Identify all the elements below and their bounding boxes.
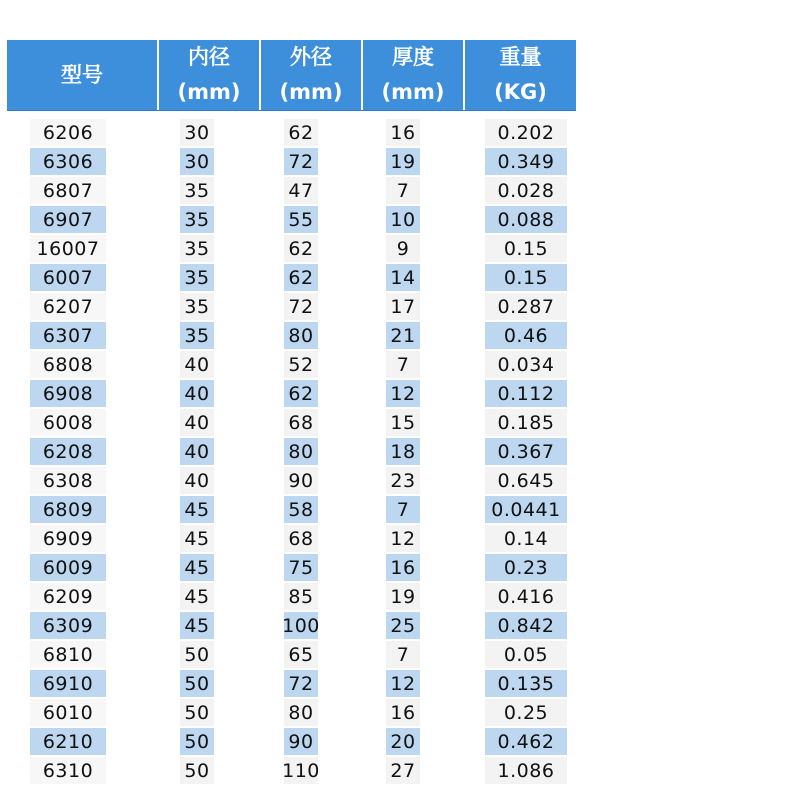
cell-outer-diameter: 62 xyxy=(284,119,318,146)
cell-inner-diameter: 50 xyxy=(180,670,214,697)
cell-thickness: 16 xyxy=(386,119,420,146)
cell-thickness: 16 xyxy=(386,554,420,581)
cell-model: 6209 xyxy=(30,583,106,610)
cell-weight: 0.25 xyxy=(485,699,567,726)
cell-outer-diameter: 52 xyxy=(284,351,318,378)
cell-model: 6309 xyxy=(30,612,106,639)
header-outer-diameter xyxy=(259,40,361,110)
cell-model: 6908 xyxy=(30,380,106,407)
cell-model: 6810 xyxy=(30,641,106,668)
header-inner-diameter-label: 内径 xyxy=(188,45,230,69)
cell-weight: 0.645 xyxy=(485,467,567,494)
cell-outer-diameter: 90 xyxy=(284,467,318,494)
cell-thickness: 18 xyxy=(386,438,420,465)
cell-inner-diameter: 45 xyxy=(180,612,214,639)
cell-model: 6208 xyxy=(30,438,106,465)
cell-outer-diameter: 110 xyxy=(284,757,318,784)
cell-thickness: 19 xyxy=(386,148,420,175)
cell-inner-diameter: 40 xyxy=(180,351,214,378)
cell-thickness: 20 xyxy=(386,728,420,755)
cell-thickness: 17 xyxy=(386,293,420,320)
cell-inner-diameter: 30 xyxy=(180,119,214,146)
cell-model: 16007 xyxy=(30,235,106,262)
cell-inner-diameter: 50 xyxy=(180,757,214,784)
cell-weight: 0.287 xyxy=(485,293,567,320)
cell-inner-diameter: 40 xyxy=(180,467,214,494)
header-inner-diameter xyxy=(157,40,259,110)
cell-model: 6310 xyxy=(30,757,106,784)
header-weight-unit: (KG) xyxy=(494,80,547,104)
table-row xyxy=(0,147,800,176)
cell-outer-diameter: 68 xyxy=(284,409,318,436)
cell-thickness: 9 xyxy=(386,235,420,262)
cell-weight: 0.135 xyxy=(485,670,567,697)
cell-thickness: 7 xyxy=(386,496,420,523)
table-row xyxy=(0,756,800,785)
cell-model: 6008 xyxy=(30,409,106,436)
cell-model: 6010 xyxy=(30,699,106,726)
header-outer-diameter-label: 外径 xyxy=(290,45,332,69)
table-row xyxy=(0,379,800,408)
cell-model: 6307 xyxy=(30,322,106,349)
cell-outer-diameter: 58 xyxy=(284,496,318,523)
table-row xyxy=(0,727,800,756)
header-thickness-unit: (mm) xyxy=(381,80,445,104)
header-model-label: 型号 xyxy=(61,62,103,87)
cell-inner-diameter: 35 xyxy=(180,177,214,204)
cell-outer-diameter: 80 xyxy=(284,699,318,726)
cell-weight: 0.15 xyxy=(485,264,567,291)
cell-outer-diameter: 72 xyxy=(284,670,318,697)
header-inner-diameter-unit: (mm) xyxy=(177,80,241,104)
cell-outer-diameter: 47 xyxy=(284,177,318,204)
table-row xyxy=(0,292,800,321)
cell-thickness: 19 xyxy=(386,583,420,610)
cell-outer-diameter: 75 xyxy=(284,554,318,581)
cell-model: 6909 xyxy=(30,525,106,552)
cell-inner-diameter: 40 xyxy=(180,438,214,465)
header-thickness xyxy=(361,40,463,110)
table-row xyxy=(0,466,800,495)
cell-weight: 0.15 xyxy=(485,235,567,262)
cell-model: 6807 xyxy=(30,177,106,204)
cell-thickness: 27 xyxy=(386,757,420,784)
table-row xyxy=(0,553,800,582)
cell-thickness: 14 xyxy=(386,264,420,291)
cell-inner-diameter: 45 xyxy=(180,554,214,581)
cell-weight: 0.349 xyxy=(485,148,567,175)
cell-model: 6910 xyxy=(30,670,106,697)
cell-inner-diameter: 30 xyxy=(180,148,214,175)
header-model xyxy=(7,40,157,110)
cell-weight: 0.034 xyxy=(485,351,567,378)
table-row xyxy=(0,234,800,263)
table-header xyxy=(7,40,576,111)
cell-inner-diameter: 40 xyxy=(180,409,214,436)
cell-model: 6809 xyxy=(30,496,106,523)
cell-model: 6306 xyxy=(30,148,106,175)
cell-inner-diameter: 50 xyxy=(180,641,214,668)
cell-weight: 0.0441 xyxy=(485,496,567,523)
cell-inner-diameter: 35 xyxy=(180,235,214,262)
cell-inner-diameter: 35 xyxy=(180,322,214,349)
table-row xyxy=(0,582,800,611)
cell-inner-diameter: 35 xyxy=(180,264,214,291)
cell-model: 6009 xyxy=(30,554,106,581)
cell-outer-diameter: 65 xyxy=(284,641,318,668)
cell-outer-diameter: 100 xyxy=(284,612,318,639)
cell-model: 6907 xyxy=(30,206,106,233)
cell-thickness: 25 xyxy=(386,612,420,639)
cell-inner-diameter: 45 xyxy=(180,583,214,610)
cell-thickness: 7 xyxy=(386,177,420,204)
cell-inner-diameter: 45 xyxy=(180,496,214,523)
cell-inner-diameter: 45 xyxy=(180,525,214,552)
cell-model: 6808 xyxy=(30,351,106,378)
cell-thickness: 7 xyxy=(386,641,420,668)
table-row xyxy=(0,524,800,553)
cell-weight: 0.23 xyxy=(485,554,567,581)
table-body xyxy=(0,118,800,785)
table-row xyxy=(0,205,800,234)
cell-outer-diameter: 68 xyxy=(284,525,318,552)
cell-thickness: 15 xyxy=(386,409,420,436)
cell-outer-diameter: 55 xyxy=(284,206,318,233)
cell-weight: 0.14 xyxy=(485,525,567,552)
table-row xyxy=(0,263,800,292)
cell-thickness: 12 xyxy=(386,380,420,407)
cell-model: 6210 xyxy=(30,728,106,755)
cell-outer-diameter: 80 xyxy=(284,438,318,465)
cell-thickness: 23 xyxy=(386,467,420,494)
cell-weight: 0.202 xyxy=(485,119,567,146)
cell-thickness: 10 xyxy=(386,206,420,233)
table-row xyxy=(0,408,800,437)
cell-weight: 0.842 xyxy=(485,612,567,639)
table-row xyxy=(0,176,800,205)
cell-weight: 0.088 xyxy=(485,206,567,233)
cell-weight: 1.086 xyxy=(485,757,567,784)
cell-thickness: 21 xyxy=(386,322,420,349)
cell-weight: 0.46 xyxy=(485,322,567,349)
cell-thickness: 16 xyxy=(386,699,420,726)
cell-thickness: 12 xyxy=(386,670,420,697)
cell-outer-diameter: 62 xyxy=(284,264,318,291)
table-row xyxy=(0,118,800,147)
cell-weight: 0.028 xyxy=(485,177,567,204)
header-thickness-label: 厚度 xyxy=(392,45,434,69)
cell-weight: 0.112 xyxy=(485,380,567,407)
cell-inner-diameter: 50 xyxy=(180,728,214,755)
header-outer-diameter-unit: (mm) xyxy=(279,80,343,104)
cell-inner-diameter: 40 xyxy=(180,380,214,407)
cell-weight: 0.185 xyxy=(485,409,567,436)
cell-outer-diameter: 85 xyxy=(284,583,318,610)
cell-model: 6207 xyxy=(30,293,106,320)
header-weight xyxy=(463,40,576,110)
cell-model: 6206 xyxy=(30,119,106,146)
cell-outer-diameter: 90 xyxy=(284,728,318,755)
table-row xyxy=(0,437,800,466)
cell-outer-diameter: 80 xyxy=(284,322,318,349)
cell-model: 6007 xyxy=(30,264,106,291)
cell-thickness: 7 xyxy=(386,351,420,378)
cell-outer-diameter: 62 xyxy=(284,380,318,407)
table-row xyxy=(0,495,800,524)
cell-outer-diameter: 72 xyxy=(284,148,318,175)
cell-weight: 0.416 xyxy=(485,583,567,610)
cell-inner-diameter: 50 xyxy=(180,699,214,726)
cell-inner-diameter: 35 xyxy=(180,293,214,320)
cell-weight: 0.367 xyxy=(485,438,567,465)
table-row xyxy=(0,698,800,727)
cell-model: 6308 xyxy=(30,467,106,494)
cell-thickness: 12 xyxy=(386,525,420,552)
table-row xyxy=(0,350,800,379)
cell-outer-diameter: 72 xyxy=(284,293,318,320)
cell-weight: 0.05 xyxy=(485,641,567,668)
cell-outer-diameter: 62 xyxy=(284,235,318,262)
cell-inner-diameter: 35 xyxy=(180,206,214,233)
table-row xyxy=(0,669,800,698)
table-row xyxy=(0,321,800,350)
table-row xyxy=(0,611,800,640)
table-row xyxy=(0,640,800,669)
header-weight-label: 重量 xyxy=(499,45,542,69)
cell-weight: 0.462 xyxy=(485,728,567,755)
